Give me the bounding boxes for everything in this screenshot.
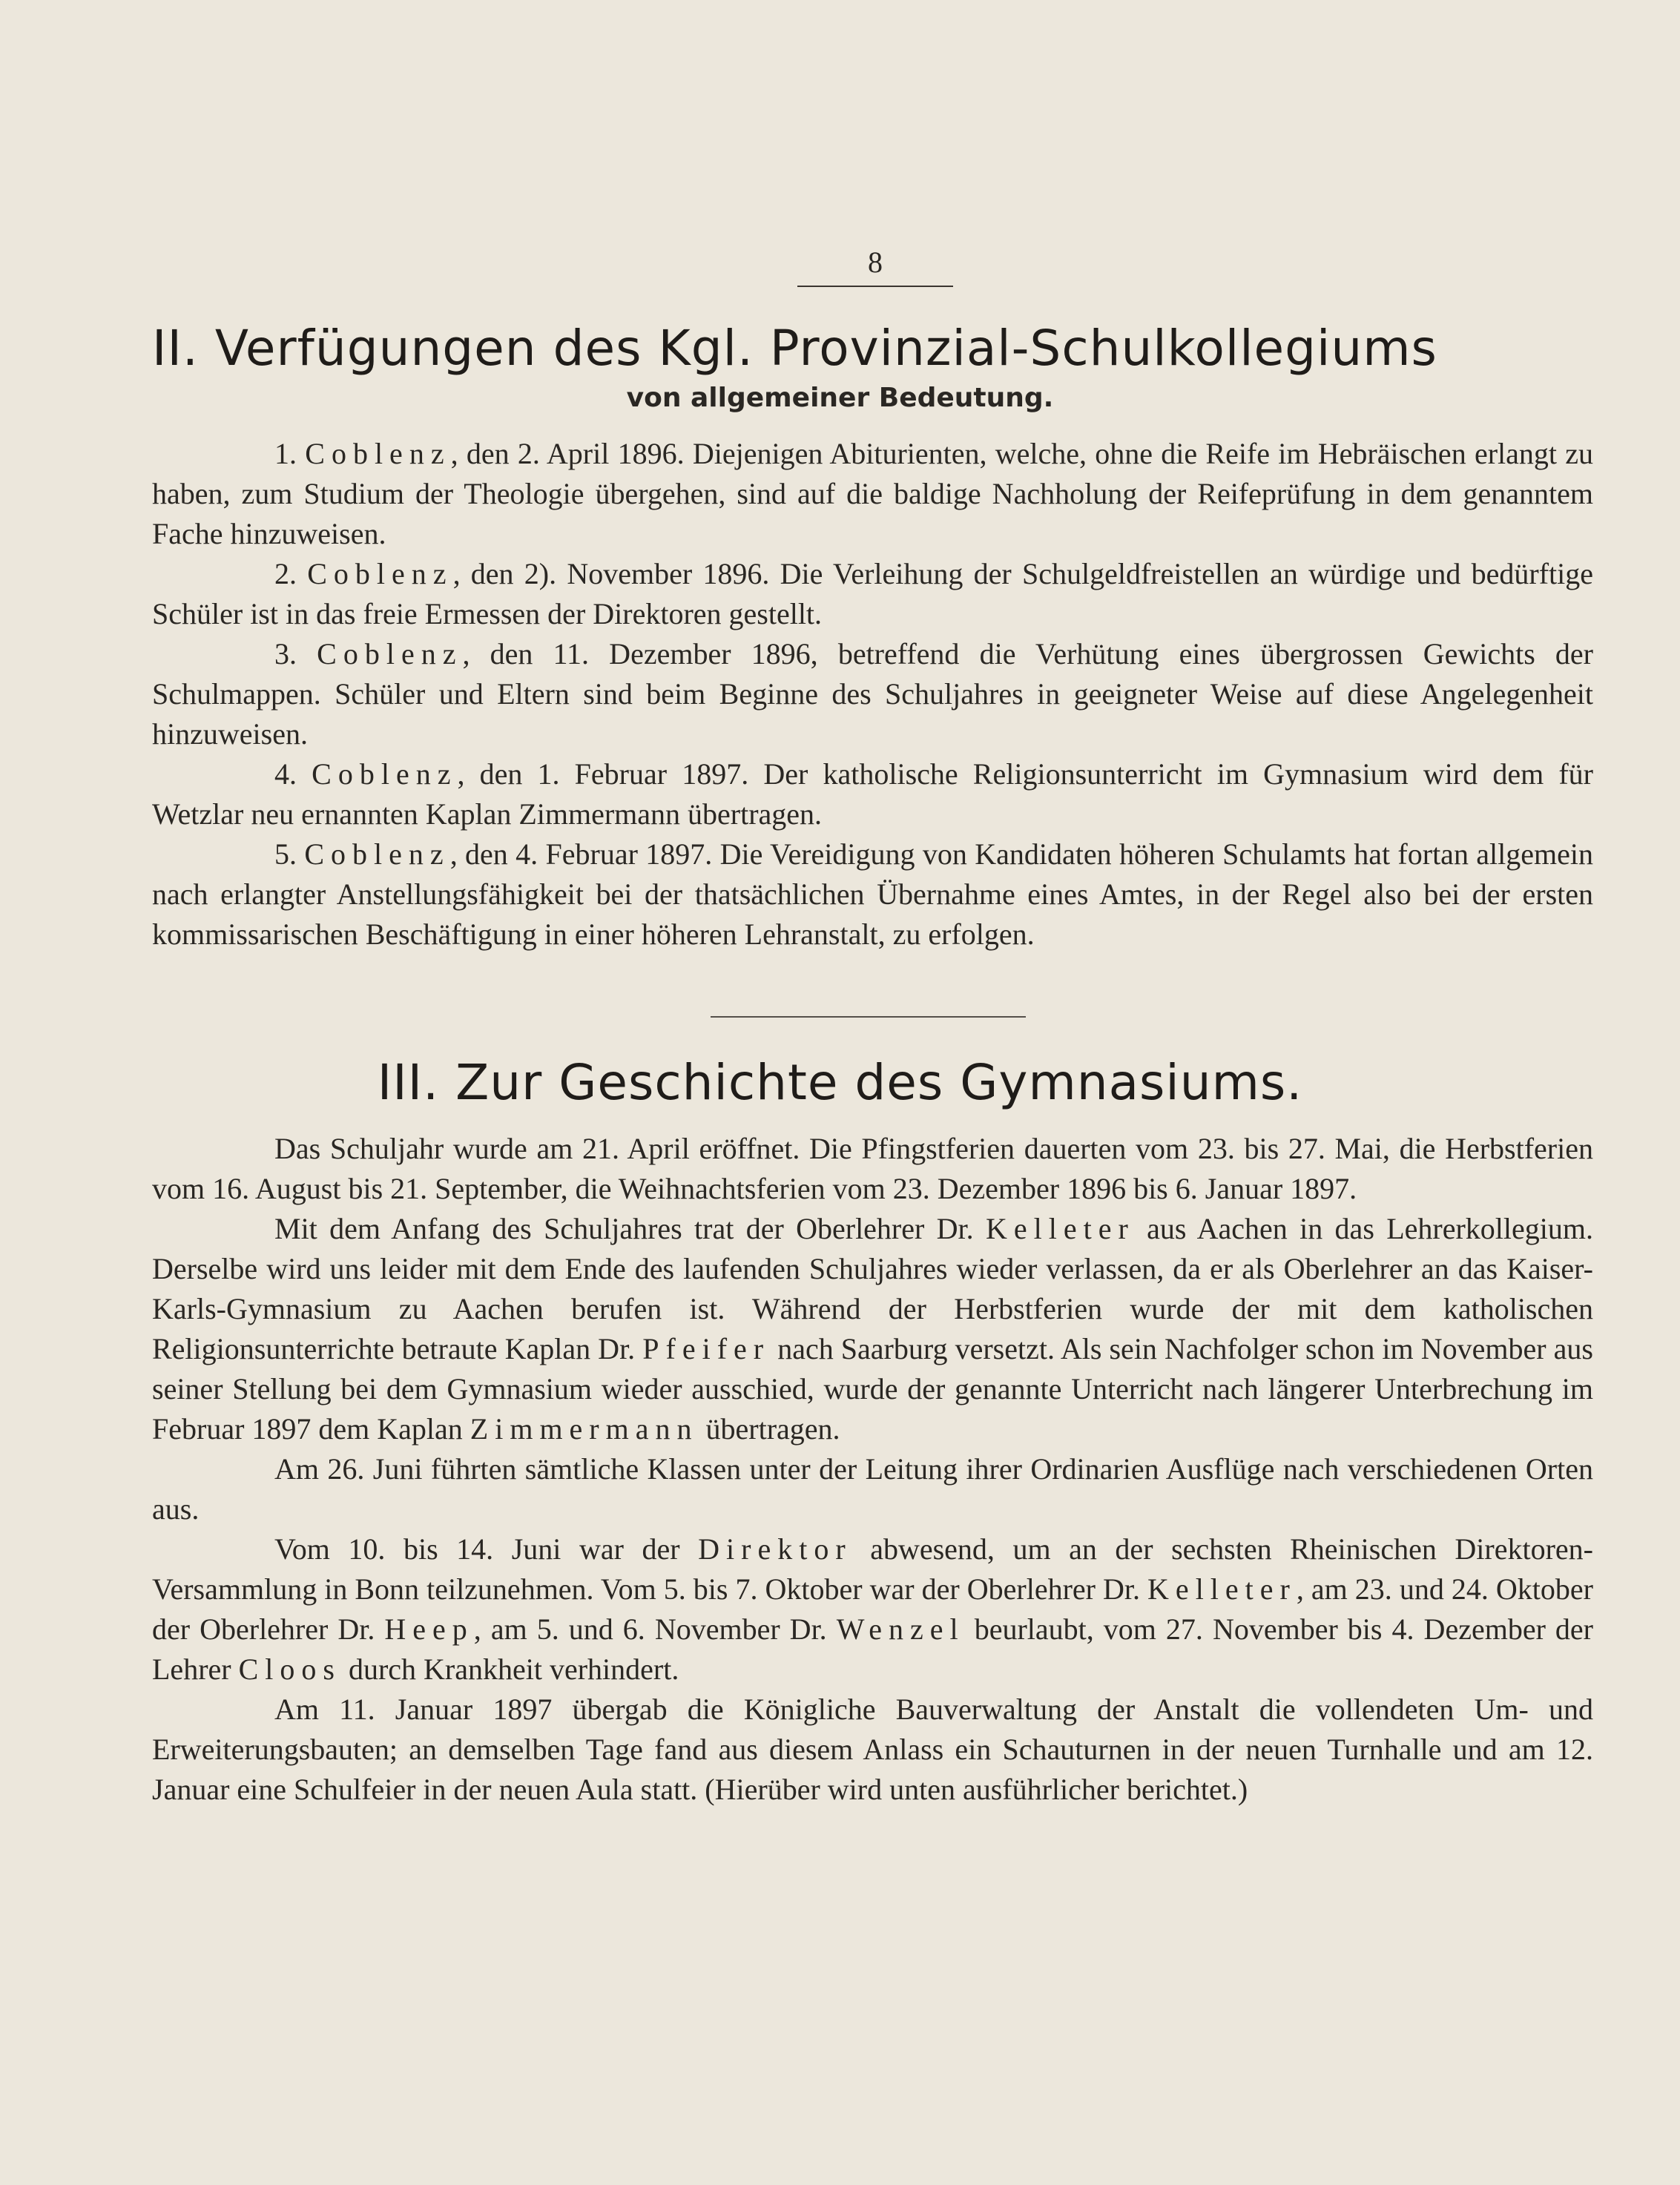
person-name: Kelleter: [1147, 1572, 1297, 1606]
section-3-body: [152, 1129, 1593, 1810]
person-name: Direktor: [698, 1532, 852, 1566]
page-number: 8: [868, 245, 883, 279]
paragraph-4: Vom 10. bis 14. Juni war der Direktor abwesend, um an der sechsten Rheinischen Direktoren-Versammlung in Bonn teilzunehmen. Vom 5. bis 7. Oktober war der Oberlehrer Dr. Kelleter, am 23. und 24. Oktober der Oberlehrer Dr. Heep, am 5. und 6. November Dr. Wenzel beurlaubt, vom 27. November bis 4. Dezember der Lehrer Cloos durch Krankheit verhindert.: [152, 1532, 1593, 1686]
section-2-subtitle: von allgemeiner Bedeutung.: [626, 383, 1054, 413]
decree-place: Coblenz: [307, 557, 453, 590]
person-name: Heep: [384, 1612, 474, 1646]
page-number-rule: [797, 286, 953, 287]
paragraph-2: Mit dem Anfang des Schuljahres trat der Oberlehrer Dr. Kelleter aus Aachen in das Lehrerkollegium. Derselbe wird uns leider mit dem Ende des laufenden Schuljahres wieder verlassen, da er als Oberlehrer an das Kaiser-Karls-Gymnasium zu Aachen berufen ist. Während der Herbstferien wurde der mit dem katholischen Religionsunterrichte betraute Kaplan Dr. Pfeifer nach Saarburg versetzt. Als sein Nachfolger schon im November aus seiner Stellung bei dem Gymnasium wieder ausschied, wurde der genannte Unterricht nach längerer Unterbrechung im Februar 1897 dem Kaplan Zimmermann übertragen.: [152, 1212, 1594, 1446]
paragraph-1: Das Schuljahr wurde am 21. April eröffnet. Die Pfingstferien dauerten vom 23. bis 27. Mai, die Herbstferien vom 16. August bis 21. September, die Weihnachtsferien vom 23. Dezember 1896 bis 6. Januar 1897.: [152, 1132, 1593, 1205]
person-name: Pfeifer: [642, 1332, 771, 1365]
section-2-title: II. Verfügungen des Kgl. Provinzial-Schulkollegiums: [152, 320, 1437, 377]
decree-2: 2. Coblenz, den 2). November 1896. Die Verleihung der Schulgeldfreistellen an würdige und bedürftige Schüler ist in das freie Ermessen der Direktoren gestellt.: [152, 557, 1594, 630]
section-2-body: [152, 434, 1593, 955]
decree-5: 5. Coblenz, den 4. Februar 1897. Die Vereidigung von Kandidaten höheren Schulamts hat fortan allgemein nach erlangter Anstellungsfähigkeit bei der thatsächlichen Übernahme eines Amtes, in der Regel also bei der ersten kommissarischen Beschäftigung in einer höheren Lehranstalt, zu erfolgen.: [152, 837, 1594, 951]
decree-place: Coblenz: [312, 757, 458, 791]
decree-4: 4. Coblenz, den 1. Februar 1897. Der katholische Religionsunterricht im Gymnasium wird dem für Wetzlar neu ernannten Kaplan Zimmermann übertragen.: [152, 757, 1593, 831]
decree-place: Coblenz: [317, 637, 463, 670]
decree-3: 3. Coblenz, den 11. Dezember 1896, betreffend die Verhütung eines übergrossen Gewichts der Schulmappen. Schüler und Eltern sind beim Beginne des Schuljahres in geeigneter Weise auf diese Angelegenheit hinzuweisen.: [152, 637, 1593, 751]
paragraph-3: Am 26. Juni führten sämtliche Klassen unter der Leitung ihrer Ordinarien Ausflüge nach verschiedenen Orten aus.: [152, 1452, 1593, 1526]
decree-place: Coblenz: [304, 837, 450, 871]
person-name: Wenzel: [836, 1612, 965, 1646]
section-divider: [711, 1016, 1026, 1018]
person-name: Cloos: [238, 1652, 341, 1686]
section-3-title: III. Zur Geschichte des Gymnasiums.: [377, 1054, 1303, 1111]
decree-1: 1. Coblenz, den 2. April 1896. Diejenigen Abiturienten, welche, ohne die Reife im Hebräischen erlangt zu haben, zum Studium der Theologie übergehen, sind auf die baldige Nachholung der Reifeprüfung in dem genanntem Fache hinzuweisen.: [152, 437, 1594, 550]
person-name: Zimmermann: [470, 1412, 699, 1446]
paragraph-5: Am 11. Januar 1897 übergab die Königliche Bauverwaltung der Anstalt die vollendeten Um- und Erweiterungsbauten; an demselben Tage fand aus diesem Anlass ein Schauturnen in der neuen Turnhalle und am 12. Januar eine Schulfeier in der neuen Aula statt. (Hierüber wird unten ausführlicher berichtet.): [152, 1693, 1593, 1806]
decree-place: Coblenz: [305, 437, 451, 470]
person-name: Kelleter: [986, 1212, 1135, 1245]
